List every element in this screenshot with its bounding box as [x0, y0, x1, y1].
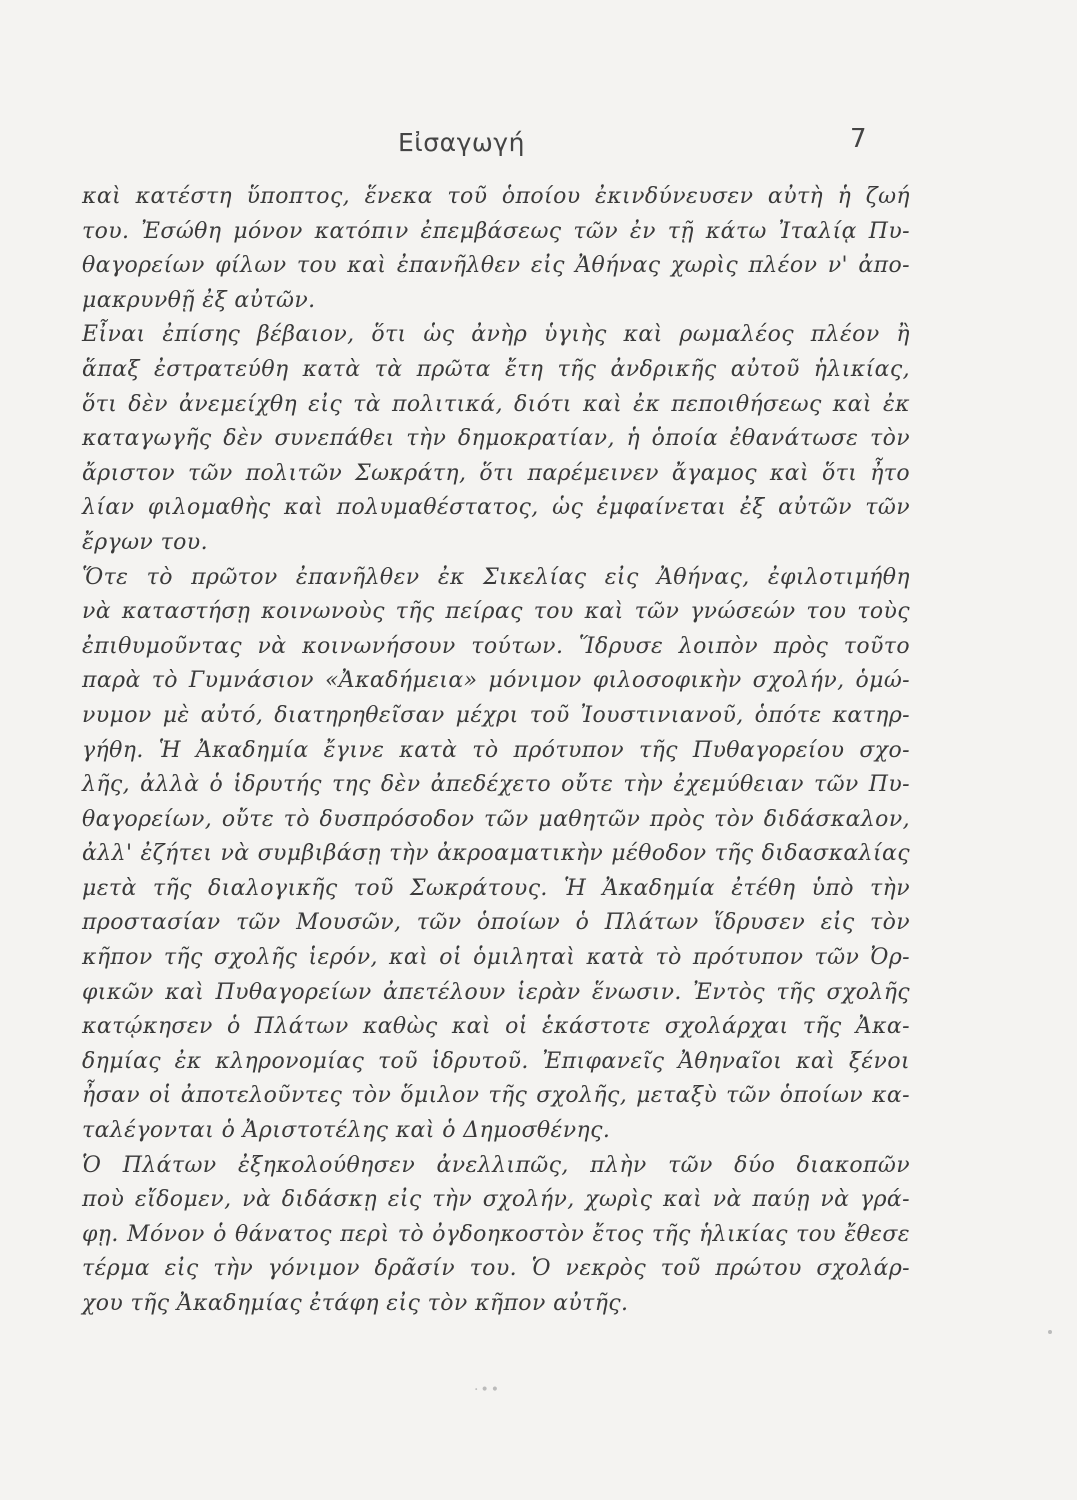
text-line: γήθη. Ἡ Ἀκαδημία ἔγινε κατὰ τὸ πρότυπον τῆς Πυθαγορείου σχο-: [82, 737, 910, 763]
text-line: δημίας ἐκ κληρονομίας τοῦ ἱδρυτοῦ. Ἐπιφανεῖς Ἀθηναῖοι καὶ ξένοι: [82, 1048, 910, 1074]
text-line: ἦσαν οἱ ἀποτελοῦντες τὸν ὅμιλον τῆς σχολῆς, μεταξὺ τῶν ὁποίων κα-: [82, 1083, 910, 1109]
text-line: νυμον μὲ αὐτό, διατηρηθεῖσαν μέχρι τοῦ Ἰουστινιανοῦ, ὁπότε κατηρ-: [82, 702, 910, 728]
chapter-title: Εἰσαγωγή: [398, 128, 525, 157]
text-line: νὰ καταστήσῃ κοινωνοὺς τῆς πείρας του καὶ τῶν γνώσεών του τοὺς: [82, 599, 910, 625]
text-line: λίαν φιλομαθὴς καὶ πολυμαθέστατος, ὡς ἐμφαίνεται ἐξ αὐτῶν τῶν: [82, 495, 910, 521]
text-line: ἀλλ' ἐζήτει νὰ συμβιβάσῃ τὴν ἀκροαματικὴν μέθοδον τῆς διδασκαλίας: [82, 841, 910, 867]
print-speck: [1048, 1330, 1052, 1334]
text-line: ἄριστον τῶν πολιτῶν Σωκράτη, ὅτι παρέμεινεν ἄγαμος καὶ ὅτι ἦτο: [82, 460, 910, 486]
text-line: κατῴκησεν ὁ Πλάτων καθὼς καὶ οἱ ἑκάστοτε σχολάρχαι τῆς Ἀκα-: [82, 1014, 910, 1040]
text-line: του. Ἐσώθη μόνον κατόπιν ἐπεμβάσεως τῶν ἐν τῇ κάτω Ἰταλίᾳ Πυ-: [82, 218, 910, 244]
body-text: [82, 180, 910, 1322]
text-line: ταλέγονται ὁ Ἀριστοτέλης καὶ ὁ Δημοσθένης.: [82, 1118, 611, 1144]
text-line: προστασίαν τῶν Μουσῶν, τῶν ὁποίων ὁ Πλάτων ἵδρυσεν εἰς τὸν: [82, 910, 910, 936]
print-smudge: ·••: [474, 1382, 501, 1398]
text-line: Ὅτε τὸ πρῶτον ἐπανῆλθεν ἐκ Σικελίας εἰς Ἀθήνας, ἐφιλοτιμήθη: [82, 564, 910, 590]
text-line: θαγορείων φίλων του καὶ ἐπανῆλθεν εἰς Ἀθήνας χωρὶς πλέον ν' ἀπο-: [82, 253, 910, 279]
text-line: ποὺ εἴδομεν, νὰ διδάσκῃ εἰς τὴν σχολήν, χωρὶς καὶ νὰ παύῃ νὰ γρά-: [82, 1187, 910, 1213]
text-line: φικῶν καὶ Πυθαγορείων ἀπετέλουν ἱερὰν ἕνωσιν. Ἐντὸς τῆς σχολῆς: [82, 979, 910, 1005]
text-line: καὶ κατέστη ὕποπτος, ἕνεκα τοῦ ὁποίου ἐκινδύνευσεν αὐτὴ ἡ ζωή: [82, 184, 910, 209]
text-line: φῃ. Μόνον ὁ θάνατος περὶ τὸ ὀγδοηκοστὸν ἔτος τῆς ἡλικίας του ἔθεσε: [82, 1221, 910, 1247]
text-line: ἅπαξ ἐστρατεύθη κατὰ τὰ πρῶτα ἔτη τῆς ἀνδρικῆς αὐτοῦ ἡλικίας,: [82, 356, 910, 382]
text-line: χου τῆς Ἀκαδημίας ἐτάφη εἰς τὸν κῆπον αὐτῆς.: [82, 1291, 629, 1316]
text-line: λῆς, ἀλλὰ ὁ ἱδρυτής της δὲν ἀπεδέχετο οὔτε τὴν ἐχεμύθειαν τῶν Πυ-: [82, 772, 910, 798]
text-line: θαγορείων, οὔτε τὸ δυσπρόσοδον τῶν μαθητῶν πρὸς τὸν διδάσκαλον,: [82, 806, 910, 832]
text-line: κῆπον τῆς σχολῆς ἱερόν, καὶ οἱ ὁμιληταὶ κατὰ τὸ πρότυπον τῶν Ὀρ-: [82, 945, 910, 971]
text-line: τέρμα εἰς τὴν γόνιμον δρᾶσίν του. Ὁ νεκρὸς τοῦ πρώτου σχολάρ-: [82, 1256, 910, 1282]
page-number: 7: [850, 124, 867, 154]
text-line: ὅτι δὲν ἀνεμείχθη εἰς τὰ πολιτικά, διότι καὶ ἐκ πεποιθήσεως καὶ ἐκ: [82, 391, 910, 417]
text-line: Ὁ Πλάτων ἐξηκολούθησεν ἀνελλιπῶς, πλὴν τῶν δύο διακοπῶν: [82, 1152, 910, 1178]
text-line: Εἶναι ἐπίσης βέβαιον, ὅτι ὡς ἀνὴρ ὑγιὴς καὶ ρωμαλέος πλέον ἢ: [82, 322, 910, 348]
text-line: παρὰ τὸ Γυμνάσιον «Ἀκαδήμεια» μόνιμον φιλοσοφικὴν σχολήν, ὁμώ-: [82, 668, 910, 694]
text-line: μετὰ τῆς διαλογικῆς τοῦ Σωκράτους. Ἡ Ἀκαδημία ἐτέθη ὑπὸ τὴν: [82, 875, 910, 901]
text-line: ἐπιθυμοῦντας νὰ κοινωνήσουν τούτων. Ἵδρυσε λοιπὸν πρὸς τοῦτο: [82, 633, 910, 659]
text-line: μακρυνθῇ ἐξ αὐτῶν.: [82, 287, 316, 313]
running-header: [0, 124, 1077, 168]
text-line: καταγωγῆς δὲν συνεπάθει τὴν δημοκρατίαν, ἡ ὁποία ἐθανάτωσε τὸν: [82, 426, 910, 452]
text-line: ἔργων του.: [82, 529, 208, 555]
